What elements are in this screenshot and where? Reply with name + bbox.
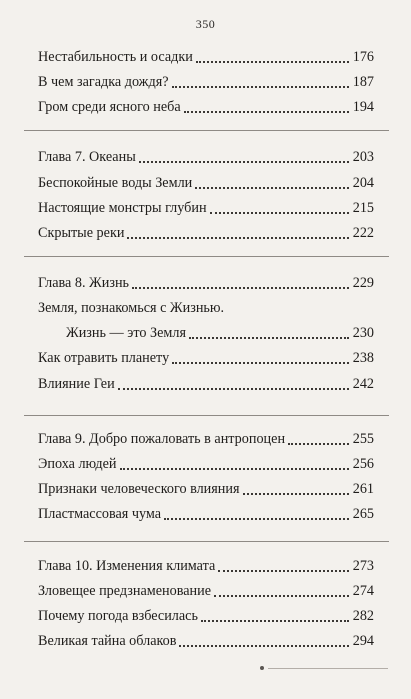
toc-entry-title: Настоящие монстры глубин	[38, 200, 207, 216]
toc-chapter-entry	[38, 555, 374, 575]
section-divider	[24, 415, 389, 416]
toc-entry-title: Великая тайна облаков	[38, 633, 177, 649]
toc-entry-title: Пластмассовая чума	[38, 506, 162, 522]
toc-entry-page: 256	[352, 456, 374, 472]
dot-leader	[172, 68, 349, 88]
dot-leader	[172, 344, 349, 364]
toc-entry-title: Глава 9. Добро пожаловать в антропоцен	[38, 431, 286, 447]
toc-entry-page: 187	[352, 74, 374, 90]
toc-entry-page: 222	[352, 225, 374, 241]
toc-entry-page: 265	[352, 506, 374, 522]
section-divider	[24, 256, 389, 257]
toc-entry-title: В чем загадка дождя?	[38, 74, 169, 90]
toc-entry-title: Гром среди ясного неба	[38, 99, 181, 115]
toc-entry-page: 203	[352, 149, 374, 165]
toc-entry-page: 261	[352, 481, 374, 497]
toc-entry-page: 255	[352, 431, 374, 447]
toc-entry-title: Глава 10. Изменения климата	[38, 558, 216, 574]
toc-entry-page: 176	[352, 49, 374, 65]
dot-leader	[179, 627, 348, 647]
toc-entry-title: Нестабильность и осадки	[38, 49, 193, 65]
toc-entry-page: 238	[352, 350, 374, 366]
toc-entry-title: Глава 7. Океаны	[38, 149, 136, 165]
toc-entry-page: 230	[352, 325, 374, 341]
dot-leader	[120, 450, 349, 470]
toc-entry-title: Жизнь — это Земля	[66, 325, 186, 341]
footer-divider	[268, 668, 388, 669]
dot-leader	[218, 552, 348, 572]
dot-leader	[196, 43, 349, 63]
dot-leader	[139, 143, 349, 163]
dot-leader	[201, 602, 349, 622]
toc-entry-page: 273	[352, 558, 374, 574]
dot-leader	[118, 370, 349, 390]
toc-entry-title: Беспокойные воды Земли	[38, 175, 193, 191]
toc-entry-title: Земля, познакомься с Жизнью.	[38, 300, 225, 316]
page-number: 350	[195, 17, 216, 31]
toc-chapter-entry	[38, 272, 374, 292]
toc-entry-page: 274	[352, 583, 374, 599]
toc-entry	[38, 172, 374, 192]
section-divider	[24, 541, 389, 542]
toc-entry-page: 294	[352, 633, 374, 649]
footer-dot-ornament	[260, 666, 264, 670]
toc-entry-title: Глава 8. Жизнь	[38, 275, 130, 291]
toc-entry	[38, 96, 374, 116]
toc-entry-title: Почему погода взбесилась	[38, 608, 198, 624]
toc-entry	[38, 453, 374, 473]
toc-entry-title: Влияние Геи	[38, 376, 115, 392]
toc-entry	[38, 347, 374, 367]
dot-leader	[195, 169, 348, 189]
toc-entry	[38, 630, 374, 650]
dot-leader	[227, 296, 370, 314]
dot-leader	[288, 425, 349, 445]
toc-entry	[38, 297, 374, 317]
toc-entry-title: Признаки человеческого влияния	[38, 481, 240, 497]
dot-leader	[243, 475, 349, 495]
toc-entry-page: 215	[352, 200, 374, 216]
dot-leader	[189, 319, 349, 339]
dot-leader	[164, 500, 349, 520]
section-divider	[24, 130, 389, 131]
toc-entry	[38, 197, 374, 217]
dot-leader	[184, 93, 349, 113]
toc-entry	[38, 222, 374, 242]
toc-entry-page: 229	[352, 275, 374, 291]
toc-entry	[38, 503, 374, 523]
toc-entry-title: Скрытые реки	[38, 225, 125, 241]
toc-entry-page: 204	[352, 175, 374, 191]
toc-entry	[38, 373, 374, 393]
toc-entry-page: 194	[352, 99, 374, 115]
toc-chapter-entry	[38, 428, 374, 448]
toc-entry-title: Как отравить планету	[38, 350, 170, 366]
toc-entry	[66, 322, 374, 342]
toc-entry	[38, 46, 374, 66]
toc-entry-page: 242	[352, 376, 374, 392]
toc-entry	[38, 71, 374, 91]
toc-entry	[38, 478, 374, 498]
toc-entry-title: Зловещее предзнаменование	[38, 583, 212, 599]
toc-chapter-entry	[38, 146, 374, 166]
dot-leader	[132, 269, 349, 289]
dot-leader	[127, 219, 348, 239]
toc-entry-title: Эпоха людей	[38, 456, 117, 472]
toc-entry	[38, 580, 374, 600]
toc-entry-page: 282	[352, 608, 374, 624]
toc-entry	[38, 605, 374, 625]
dot-leader	[210, 194, 349, 214]
dot-leader	[214, 577, 349, 597]
